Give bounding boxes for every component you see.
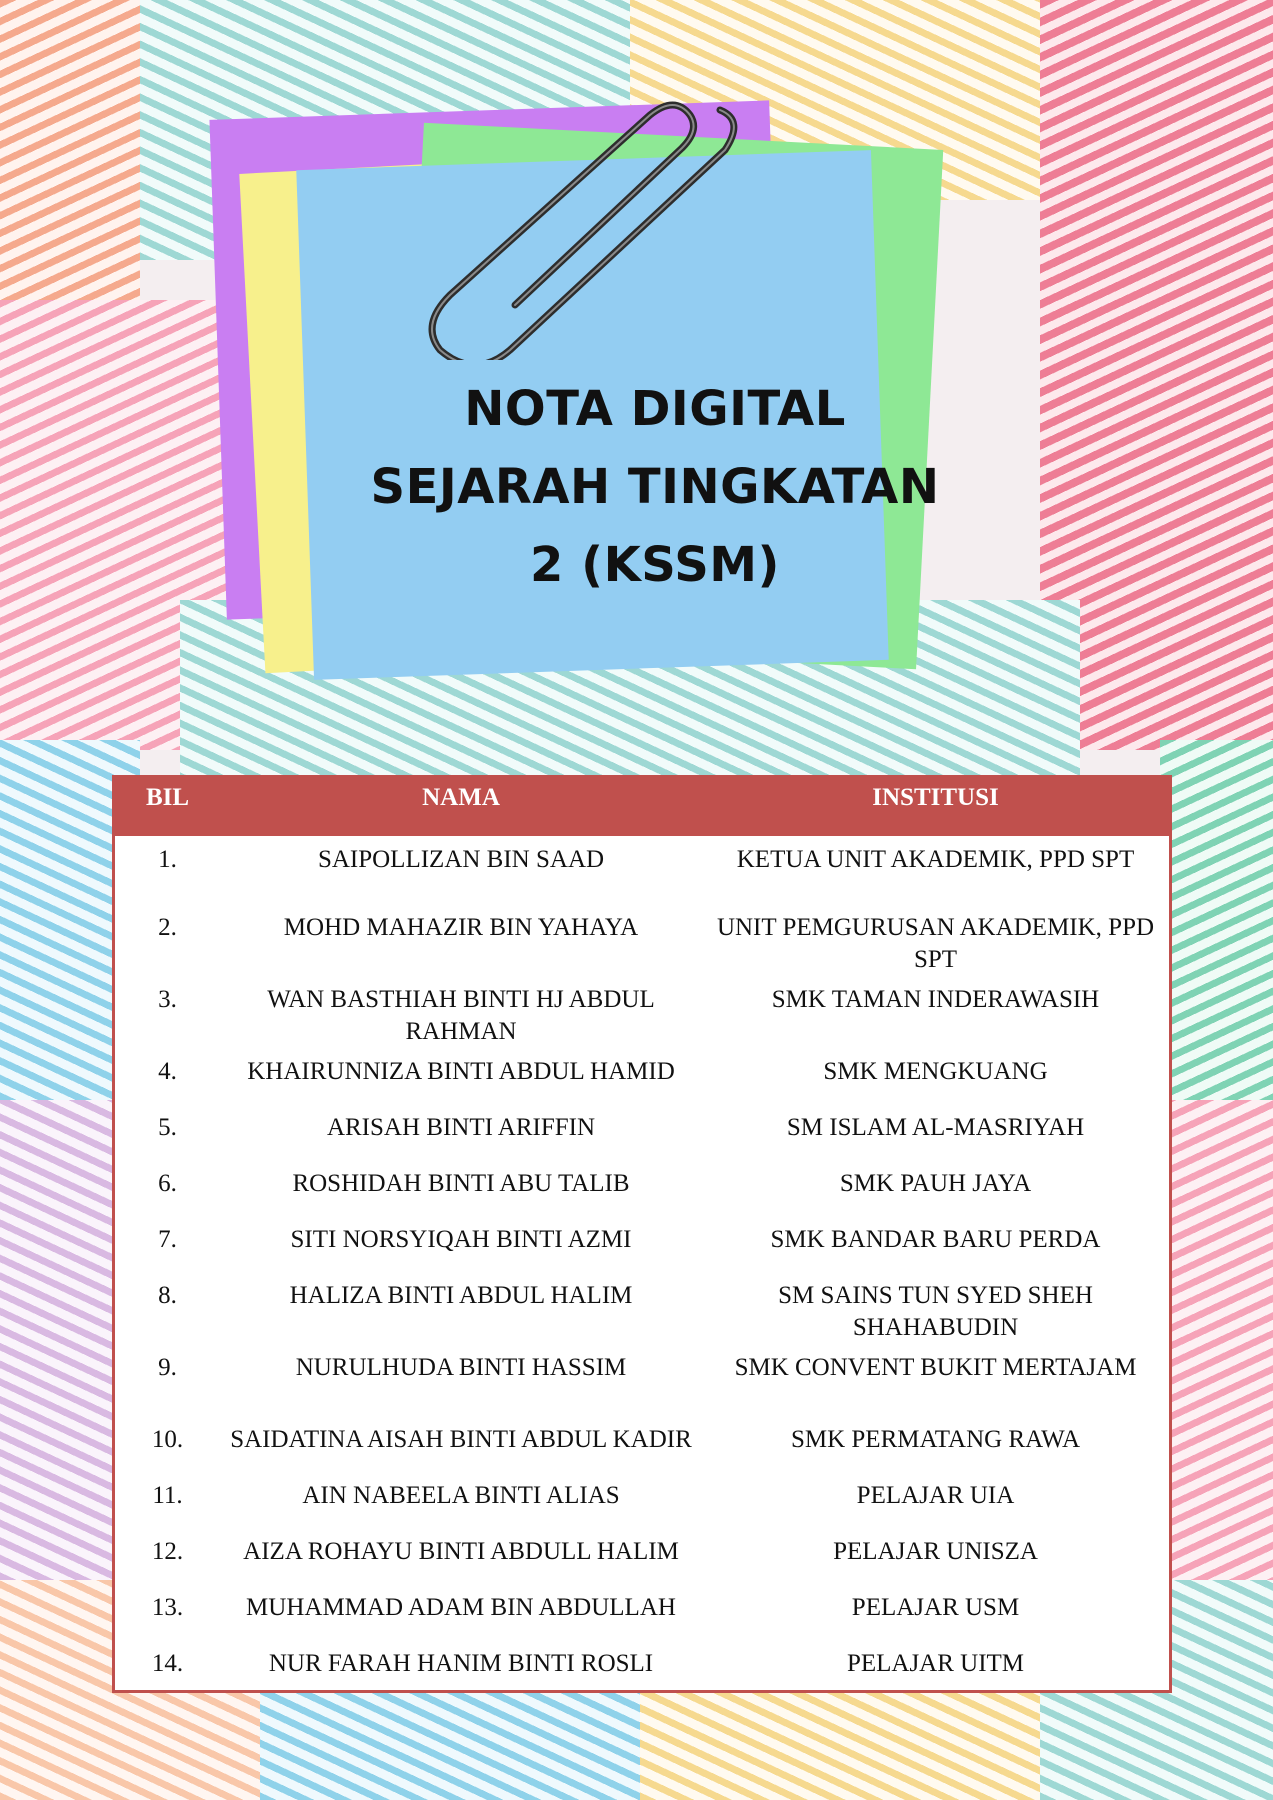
table-header-row <box>115 778 1169 836</box>
cell-bil: 1. <box>158 846 177 873</box>
table-row <box>115 908 1169 980</box>
cell-nama: MUHAMMAD ADAM BIN ABDULLAH <box>246 1594 676 1621</box>
cell-nama: SAIPOLLIZAN BIN SAAD <box>317 846 605 873</box>
cell-institusi: UNIT PEMGURUSAN AKADEMIK, PPD SPT <box>716 914 1155 973</box>
cell-nama: ROSHIDAH BINTI ABU TALIB <box>292 1170 630 1197</box>
cell-institusi: PELAJAR UNISZA <box>833 1538 1038 1565</box>
table-row <box>115 1348 1169 1420</box>
title-line-2: SEJARAH TINGKATAN <box>370 459 940 515</box>
cell-bil: 9. <box>158 1354 177 1381</box>
cell-bil: 2. <box>158 914 177 941</box>
cell-bil: 4. <box>158 1058 177 1085</box>
cell-institusi: SMK TAMAN INDERAWASIH <box>771 986 1100 1013</box>
cell-bil: 13. <box>151 1594 184 1621</box>
cell-institusi: KETUA UNIT AKADEMIK, PPD SPT <box>736 846 1135 873</box>
table-body <box>115 836 1169 1700</box>
cell-nama: KHAIRUNNIZA BINTI ABDUL HAMID <box>247 1058 675 1085</box>
cell-bil: 10. <box>151 1426 184 1453</box>
cell-nama: NUR FARAH HANIM BINTI ROSLI <box>268 1650 654 1677</box>
header-nama: NAMA <box>220 778 702 836</box>
header-institusi: INSTITUSI <box>702 778 1169 836</box>
cell-nama: HALIZA BINTI ABDUL HALIM <box>289 1282 633 1309</box>
cell-nama: ARISAH BINTI ARIFFIN <box>326 1114 596 1141</box>
cell-bil: 8. <box>158 1282 177 1309</box>
cell-bil: 6. <box>158 1170 177 1197</box>
table-row <box>115 836 1169 908</box>
cell-institusi: PELAJAR USM <box>851 1594 1020 1621</box>
table-row <box>115 980 1169 1052</box>
cell-nama: SITI NORSYIQAH BINTI AZMI <box>290 1226 632 1253</box>
cell-nama: AIZA ROHAYU BINTI ABDULL HALIM <box>243 1538 679 1565</box>
cell-bil: 5. <box>158 1114 177 1141</box>
cell-institusi: PELAJAR UIA <box>856 1482 1015 1509</box>
table-row <box>115 1276 1169 1348</box>
cell-nama: MOHD MAHAZIR BIN YAHAYA <box>283 914 639 941</box>
paperclip-icon <box>420 80 760 360</box>
cell-nama: AIN NABEELA BINTI ALIAS <box>302 1482 620 1509</box>
cell-institusi: SMK PAUH JAYA <box>839 1170 1032 1197</box>
cell-bil: 11. <box>152 1482 183 1509</box>
title-line-1: NOTA DIGITAL <box>464 381 846 437</box>
cell-nama: NURULHUDA BINTI HASSIM <box>295 1354 627 1381</box>
contributors-table-container <box>112 775 1172 1693</box>
stripe-panel <box>260 1690 640 1800</box>
cell-bil: 12. <box>151 1538 184 1565</box>
stripe-panel <box>1160 740 1273 1100</box>
page-title <box>320 370 990 604</box>
cell-institusi: SMK BANDAR BARU PERDA <box>770 1226 1101 1253</box>
cell-nama: SAIDATINA AISAH BINTI ABDUL KADIR <box>230 1426 692 1453</box>
stripe-panel <box>1160 1100 1273 1580</box>
table-row <box>115 1220 1169 1276</box>
title-line-3: 2 (KSSM) <box>530 537 780 593</box>
cell-institusi: SM ISLAM AL-MASRIYAH <box>786 1114 1085 1141</box>
cell-institusi: SMK MENGKUANG <box>823 1058 1048 1085</box>
table-row <box>115 1164 1169 1220</box>
cell-bil: 3. <box>158 986 177 1013</box>
table-row <box>115 1532 1169 1588</box>
table-row <box>115 1476 1169 1532</box>
cell-institusi: SMK PERMATANG RAWA <box>790 1426 1081 1453</box>
table-row <box>115 1108 1169 1164</box>
header-bil: BIL <box>115 778 220 836</box>
cell-institusi: PELAJAR UITM <box>846 1650 1025 1677</box>
table-row <box>115 1420 1169 1476</box>
cell-bil: 14. <box>151 1650 184 1677</box>
cell-institusi: SM SAINS TUN SYED SHEH SHAHABUDIN <box>778 1282 1093 1341</box>
table-row <box>115 1644 1169 1700</box>
stripe-panel <box>640 1690 1040 1800</box>
cell-institusi: SMK CONVENT BUKIT MERTAJAM <box>734 1354 1137 1381</box>
table-row <box>115 1052 1169 1108</box>
contributors-table <box>115 778 1169 1700</box>
cell-nama: WAN BASTHIAH BINTI HJ ABDUL RAHMAN <box>267 986 655 1045</box>
stripe-panel <box>0 0 140 300</box>
cell-bil: 7. <box>158 1226 177 1253</box>
table-row <box>115 1588 1169 1644</box>
